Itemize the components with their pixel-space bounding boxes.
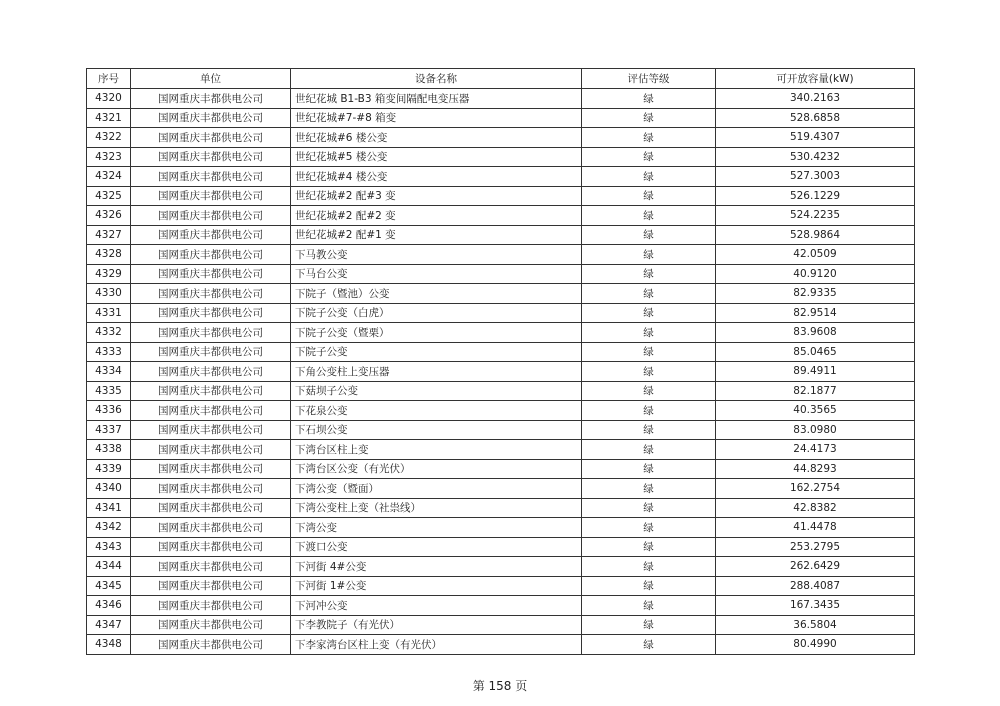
table-row bbox=[87, 479, 915, 499]
cell-unit: 国网重庆丰都供电公司 bbox=[131, 284, 291, 304]
cell-device-name: 下菇坝子公变 bbox=[291, 381, 582, 401]
cell-index: 4323 bbox=[87, 147, 131, 167]
cell-index: 4331 bbox=[87, 303, 131, 323]
cell-unit: 国网重庆丰都供电公司 bbox=[131, 557, 291, 577]
header-unit: 单位 bbox=[131, 69, 291, 89]
table-row bbox=[87, 635, 915, 655]
cell-device-name: 下湾台区公变（有光伏） bbox=[291, 459, 582, 479]
cell-rating: 绿 bbox=[582, 576, 716, 596]
cell-rating: 绿 bbox=[582, 167, 716, 187]
cell-rating: 绿 bbox=[582, 635, 716, 655]
cell-device-name: 世纪花城#5 楼公变 bbox=[291, 147, 582, 167]
table-row bbox=[87, 381, 915, 401]
cell-rating: 绿 bbox=[582, 323, 716, 343]
cell-capacity: 85.0465 bbox=[716, 342, 915, 362]
cell-capacity: 526.1229 bbox=[716, 186, 915, 206]
cell-device-name: 下花泉公变 bbox=[291, 401, 582, 421]
cell-index: 4347 bbox=[87, 615, 131, 635]
cell-index: 4336 bbox=[87, 401, 131, 421]
table-row bbox=[87, 245, 915, 265]
cell-rating: 绿 bbox=[582, 381, 716, 401]
cell-capacity: 40.3565 bbox=[716, 401, 915, 421]
cell-unit: 国网重庆丰都供电公司 bbox=[131, 596, 291, 616]
cell-rating: 绿 bbox=[582, 420, 716, 440]
table-row bbox=[87, 323, 915, 343]
cell-rating: 绿 bbox=[582, 362, 716, 382]
cell-rating: 绿 bbox=[582, 206, 716, 226]
table-row bbox=[87, 108, 915, 128]
cell-index: 4337 bbox=[87, 420, 131, 440]
table-row bbox=[87, 284, 915, 304]
page-number: 第 158 页 bbox=[472, 679, 528, 693]
cell-device-name: 世纪花城#2 配#1 变 bbox=[291, 225, 582, 245]
cell-index: 4334 bbox=[87, 362, 131, 382]
table-row bbox=[87, 147, 915, 167]
cell-rating: 绿 bbox=[582, 596, 716, 616]
cell-unit: 国网重庆丰都供电公司 bbox=[131, 459, 291, 479]
cell-capacity: 527.3003 bbox=[716, 167, 915, 187]
cell-unit: 国网重庆丰都供电公司 bbox=[131, 498, 291, 518]
cell-capacity: 82.1877 bbox=[716, 381, 915, 401]
cell-unit: 国网重庆丰都供电公司 bbox=[131, 303, 291, 323]
cell-index: 4321 bbox=[87, 108, 131, 128]
cell-capacity: 42.0509 bbox=[716, 245, 915, 265]
capacity-table bbox=[86, 68, 915, 655]
cell-rating: 绿 bbox=[582, 342, 716, 362]
cell-index: 4328 bbox=[87, 245, 131, 265]
table-header-row bbox=[87, 69, 915, 89]
cell-unit: 国网重庆丰都供电公司 bbox=[131, 518, 291, 538]
table-row bbox=[87, 537, 915, 557]
cell-unit: 国网重庆丰都供电公司 bbox=[131, 615, 291, 635]
cell-capacity: 44.8293 bbox=[716, 459, 915, 479]
table-row bbox=[87, 206, 915, 226]
cell-capacity: 288.4087 bbox=[716, 576, 915, 596]
cell-rating: 绿 bbox=[582, 89, 716, 109]
table-row bbox=[87, 401, 915, 421]
cell-index: 4330 bbox=[87, 284, 131, 304]
cell-capacity: 36.5804 bbox=[716, 615, 915, 635]
cell-index: 4344 bbox=[87, 557, 131, 577]
cell-index: 4329 bbox=[87, 264, 131, 284]
cell-index: 4341 bbox=[87, 498, 131, 518]
cell-capacity: 41.4478 bbox=[716, 518, 915, 538]
cell-unit: 国网重庆丰都供电公司 bbox=[131, 245, 291, 265]
cell-rating: 绿 bbox=[582, 459, 716, 479]
cell-device-name: 下院子公变（白虎） bbox=[291, 303, 582, 323]
cell-device-name: 下李教院子（有光伏） bbox=[291, 615, 582, 635]
cell-capacity: 83.0980 bbox=[716, 420, 915, 440]
header-device-name: 设备名称 bbox=[291, 69, 582, 89]
cell-index: 4346 bbox=[87, 596, 131, 616]
cell-unit: 国网重庆丰都供电公司 bbox=[131, 381, 291, 401]
cell-device-name: 下河街 1#公变 bbox=[291, 576, 582, 596]
cell-index: 4325 bbox=[87, 186, 131, 206]
cell-device-name: 下湾台区柱上变 bbox=[291, 440, 582, 460]
cell-index: 4342 bbox=[87, 518, 131, 538]
cell-unit: 国网重庆丰都供电公司 bbox=[131, 167, 291, 187]
table-row bbox=[87, 596, 915, 616]
cell-rating: 绿 bbox=[582, 440, 716, 460]
table-row bbox=[87, 362, 915, 382]
cell-unit: 国网重庆丰都供电公司 bbox=[131, 206, 291, 226]
cell-unit: 国网重庆丰都供电公司 bbox=[131, 147, 291, 167]
cell-capacity: 80.4990 bbox=[716, 635, 915, 655]
table-row bbox=[87, 89, 915, 109]
cell-device-name: 世纪花城#6 楼公变 bbox=[291, 128, 582, 148]
cell-device-name: 世纪花城#4 楼公变 bbox=[291, 167, 582, 187]
cell-index: 4326 bbox=[87, 206, 131, 226]
cell-capacity: 42.8382 bbox=[716, 498, 915, 518]
cell-index: 4332 bbox=[87, 323, 131, 343]
cell-rating: 绿 bbox=[582, 128, 716, 148]
cell-unit: 国网重庆丰都供电公司 bbox=[131, 225, 291, 245]
cell-index: 4340 bbox=[87, 479, 131, 499]
cell-rating: 绿 bbox=[582, 401, 716, 421]
cell-index: 4348 bbox=[87, 635, 131, 655]
cell-capacity: 524.2235 bbox=[716, 206, 915, 226]
cell-rating: 绿 bbox=[582, 245, 716, 265]
cell-unit: 国网重庆丰都供电公司 bbox=[131, 186, 291, 206]
cell-unit: 国网重庆丰都供电公司 bbox=[131, 479, 291, 499]
cell-device-name: 下湾公变（暨面） bbox=[291, 479, 582, 499]
cell-device-name: 世纪花城#2 配#2 变 bbox=[291, 206, 582, 226]
table-row bbox=[87, 440, 915, 460]
cell-unit: 国网重庆丰都供电公司 bbox=[131, 635, 291, 655]
table-row bbox=[87, 459, 915, 479]
cell-device-name: 下湾公变柱上变（社祟线） bbox=[291, 498, 582, 518]
table-row bbox=[87, 225, 915, 245]
cell-capacity: 253.2795 bbox=[716, 537, 915, 557]
cell-rating: 绿 bbox=[582, 615, 716, 635]
cell-unit: 国网重庆丰都供电公司 bbox=[131, 440, 291, 460]
cell-unit: 国网重庆丰都供电公司 bbox=[131, 128, 291, 148]
cell-rating: 绿 bbox=[582, 108, 716, 128]
table-row bbox=[87, 557, 915, 577]
cell-capacity: 24.4173 bbox=[716, 440, 915, 460]
cell-capacity: 528.6858 bbox=[716, 108, 915, 128]
cell-index: 4320 bbox=[87, 89, 131, 109]
table-row bbox=[87, 186, 915, 206]
cell-device-name: 下马台公变 bbox=[291, 264, 582, 284]
cell-unit: 国网重庆丰都供电公司 bbox=[131, 108, 291, 128]
cell-rating: 绿 bbox=[582, 479, 716, 499]
cell-rating: 绿 bbox=[582, 537, 716, 557]
table-row bbox=[87, 615, 915, 635]
cell-unit: 国网重庆丰都供电公司 bbox=[131, 89, 291, 109]
cell-unit: 国网重庆丰都供电公司 bbox=[131, 537, 291, 557]
cell-rating: 绿 bbox=[582, 498, 716, 518]
cell-device-name: 下角公变柱上变压器 bbox=[291, 362, 582, 382]
cell-capacity: 82.9514 bbox=[716, 303, 915, 323]
cell-index: 4322 bbox=[87, 128, 131, 148]
cell-unit: 国网重庆丰都供电公司 bbox=[131, 342, 291, 362]
cell-index: 4333 bbox=[87, 342, 131, 362]
cell-capacity: 167.3435 bbox=[716, 596, 915, 616]
table-row bbox=[87, 576, 915, 596]
cell-capacity: 162.2754 bbox=[716, 479, 915, 499]
cell-device-name: 下石坝公变 bbox=[291, 420, 582, 440]
cell-index: 4327 bbox=[87, 225, 131, 245]
cell-rating: 绿 bbox=[582, 225, 716, 245]
cell-unit: 国网重庆丰都供电公司 bbox=[131, 362, 291, 382]
cell-device-name: 下河街 4#公变 bbox=[291, 557, 582, 577]
cell-unit: 国网重庆丰都供电公司 bbox=[131, 264, 291, 284]
cell-device-name: 下李家湾台区柱上变（有光伏） bbox=[291, 635, 582, 655]
cell-capacity: 519.4307 bbox=[716, 128, 915, 148]
cell-index: 4338 bbox=[87, 440, 131, 460]
cell-capacity: 528.9864 bbox=[716, 225, 915, 245]
cell-index: 4343 bbox=[87, 537, 131, 557]
cell-rating: 绿 bbox=[582, 186, 716, 206]
cell-capacity: 530.4232 bbox=[716, 147, 915, 167]
cell-device-name: 下河冲公变 bbox=[291, 596, 582, 616]
cell-rating: 绿 bbox=[582, 303, 716, 323]
cell-capacity: 83.9608 bbox=[716, 323, 915, 343]
cell-capacity: 40.9120 bbox=[716, 264, 915, 284]
cell-capacity: 82.9335 bbox=[716, 284, 915, 304]
cell-rating: 绿 bbox=[582, 147, 716, 167]
cell-device-name: 下湾公变 bbox=[291, 518, 582, 538]
table-row bbox=[87, 167, 915, 187]
cell-rating: 绿 bbox=[582, 518, 716, 538]
cell-capacity: 262.6429 bbox=[716, 557, 915, 577]
table-row bbox=[87, 518, 915, 538]
cell-index: 4339 bbox=[87, 459, 131, 479]
table-row bbox=[87, 303, 915, 323]
table-row bbox=[87, 128, 915, 148]
table-row bbox=[87, 342, 915, 362]
table-row bbox=[87, 264, 915, 284]
header-index: 序号 bbox=[87, 69, 131, 89]
cell-device-name: 下院子（暨池）公变 bbox=[291, 284, 582, 304]
cell-device-name: 世纪花城 B1-B3 箱变间隔配电变压器 bbox=[291, 89, 582, 109]
cell-device-name: 下渡口公变 bbox=[291, 537, 582, 557]
cell-device-name: 世纪花城#7-#8 箱变 bbox=[291, 108, 582, 128]
table-row bbox=[87, 498, 915, 518]
cell-unit: 国网重庆丰都供电公司 bbox=[131, 420, 291, 440]
cell-device-name: 下院子公变（暨栗） bbox=[291, 323, 582, 343]
cell-unit: 国网重庆丰都供电公司 bbox=[131, 576, 291, 596]
cell-index: 4345 bbox=[87, 576, 131, 596]
cell-index: 4324 bbox=[87, 167, 131, 187]
cell-device-name: 下院子公变 bbox=[291, 342, 582, 362]
cell-index: 4335 bbox=[87, 381, 131, 401]
cell-capacity: 89.4911 bbox=[716, 362, 915, 382]
table-row bbox=[87, 420, 915, 440]
header-rating: 评估等级 bbox=[582, 69, 716, 89]
cell-rating: 绿 bbox=[582, 284, 716, 304]
cell-rating: 绿 bbox=[582, 264, 716, 284]
cell-rating: 绿 bbox=[582, 557, 716, 577]
cell-unit: 国网重庆丰都供电公司 bbox=[131, 323, 291, 343]
cell-unit: 国网重庆丰都供电公司 bbox=[131, 401, 291, 421]
cell-device-name: 世纪花城#2 配#3 变 bbox=[291, 186, 582, 206]
header-capacity: 可开放容量(kW) bbox=[716, 69, 915, 89]
cell-device-name: 下马教公变 bbox=[291, 245, 582, 265]
cell-capacity: 340.2163 bbox=[716, 89, 915, 109]
